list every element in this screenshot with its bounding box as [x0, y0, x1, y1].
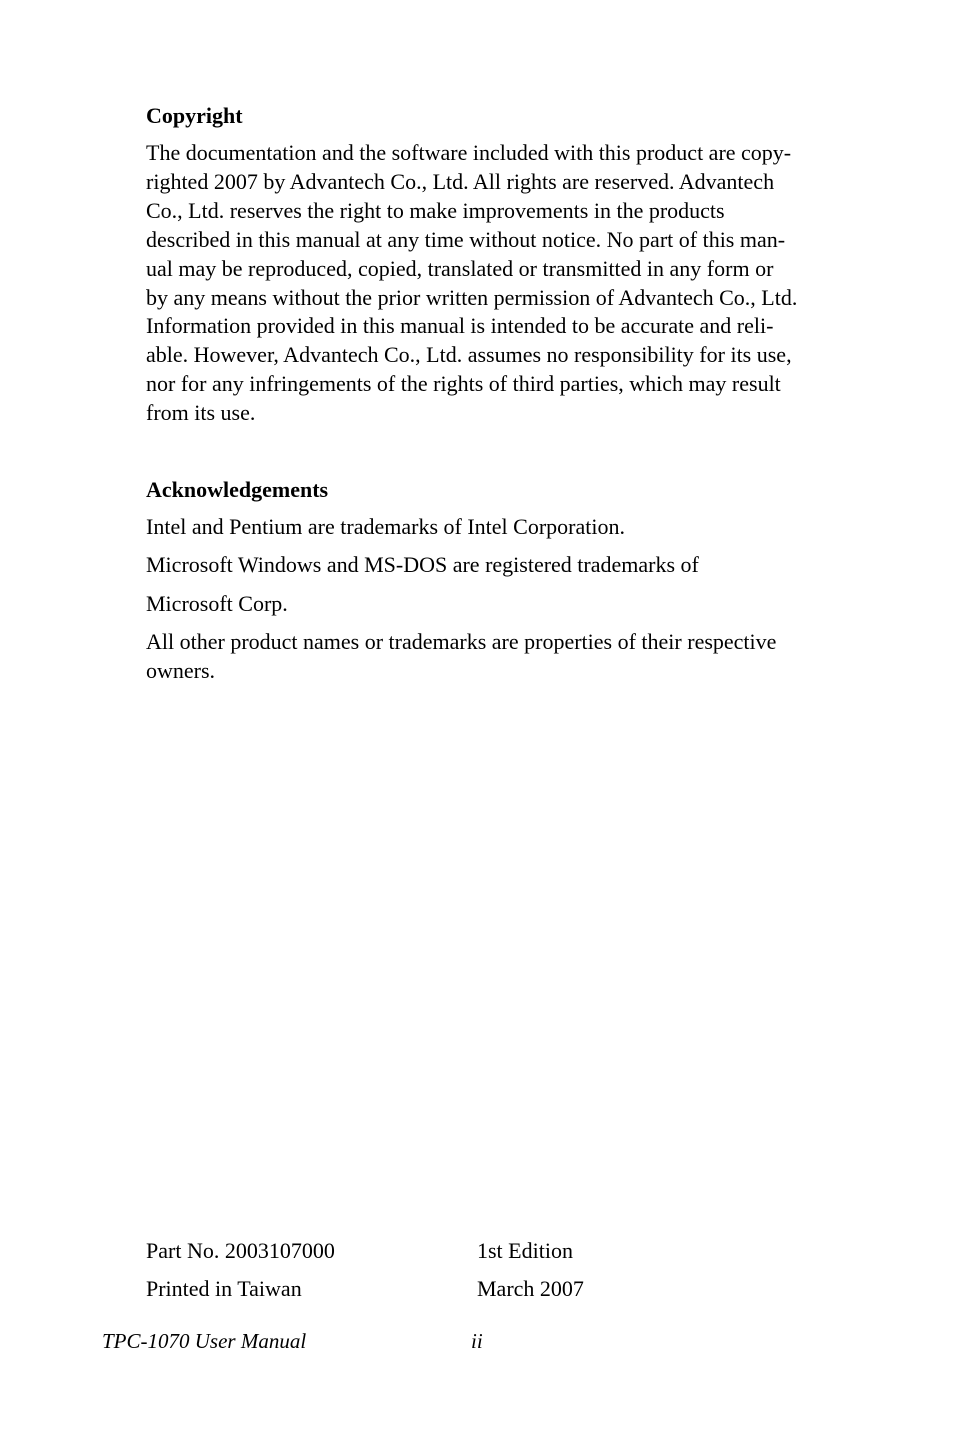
copyright-line: from its use. — [146, 400, 256, 426]
printed-location: Printed in Taiwan — [146, 1276, 302, 1301]
copyright-line: nor for any infringements of the rights of third parties, which may result — [146, 371, 781, 397]
ack-other-line: All other product names or trademarks are properties of their respective — [146, 629, 777, 655]
copyright-heading: Copyright — [146, 103, 243, 128]
copyright-line: ual may be reproduced, copied, translated or transmitted in any form or — [146, 255, 774, 281]
edition-date: March 2007 — [477, 1276, 584, 1301]
copyright-line: by any means without the prior written permission of Advantech Co., Ltd. — [146, 284, 798, 310]
ack-other-trademarks — [146, 628, 854, 686]
footer-page-number: ii — [471, 1329, 483, 1353]
copyright-line: Co., Ltd. reserves the right to make improvements in the products — [146, 197, 725, 223]
footer-manual-title: TPC-1070 User Manual — [102, 1329, 307, 1353]
copyright-line: Information provided in this manual is intended to be accurate and reli- — [146, 313, 774, 339]
copyright-line: The documentation and the software included with this product are copy- — [146, 140, 792, 165]
copyright-line: able. However, Advantech Co., Ltd. assumes no responsibility for its use, — [146, 342, 792, 368]
edition-number: 1st Edition — [477, 1238, 573, 1263]
copyright-line: described in this manual at any time without notice. No part of this man- — [146, 226, 786, 252]
copyright-line: righted 2007 by Advantech Co., Ltd. All rights are reserved. Advantech — [146, 168, 775, 194]
ack-intel-line: Intel and Pentium are trademarks of Intel Corporation. — [146, 514, 625, 540]
ack-microsoft-line: Microsoft Windows and MS-DOS are registered trademarks of — [146, 552, 699, 578]
ack-other-line: owners. — [146, 658, 216, 684]
copyright-paragraph — [146, 139, 854, 428]
edition-info — [146, 1236, 854, 1312]
part-number: Part No. 2003107000 — [146, 1238, 335, 1263]
page-content — [146, 101, 854, 686]
acknowledgements-heading: Acknowledgements — [146, 477, 329, 503]
edition-row — [146, 1274, 854, 1312]
ack-microsoft-corp-line: Microsoft Corp. — [146, 590, 288, 616]
edition-row — [146, 1236, 854, 1274]
